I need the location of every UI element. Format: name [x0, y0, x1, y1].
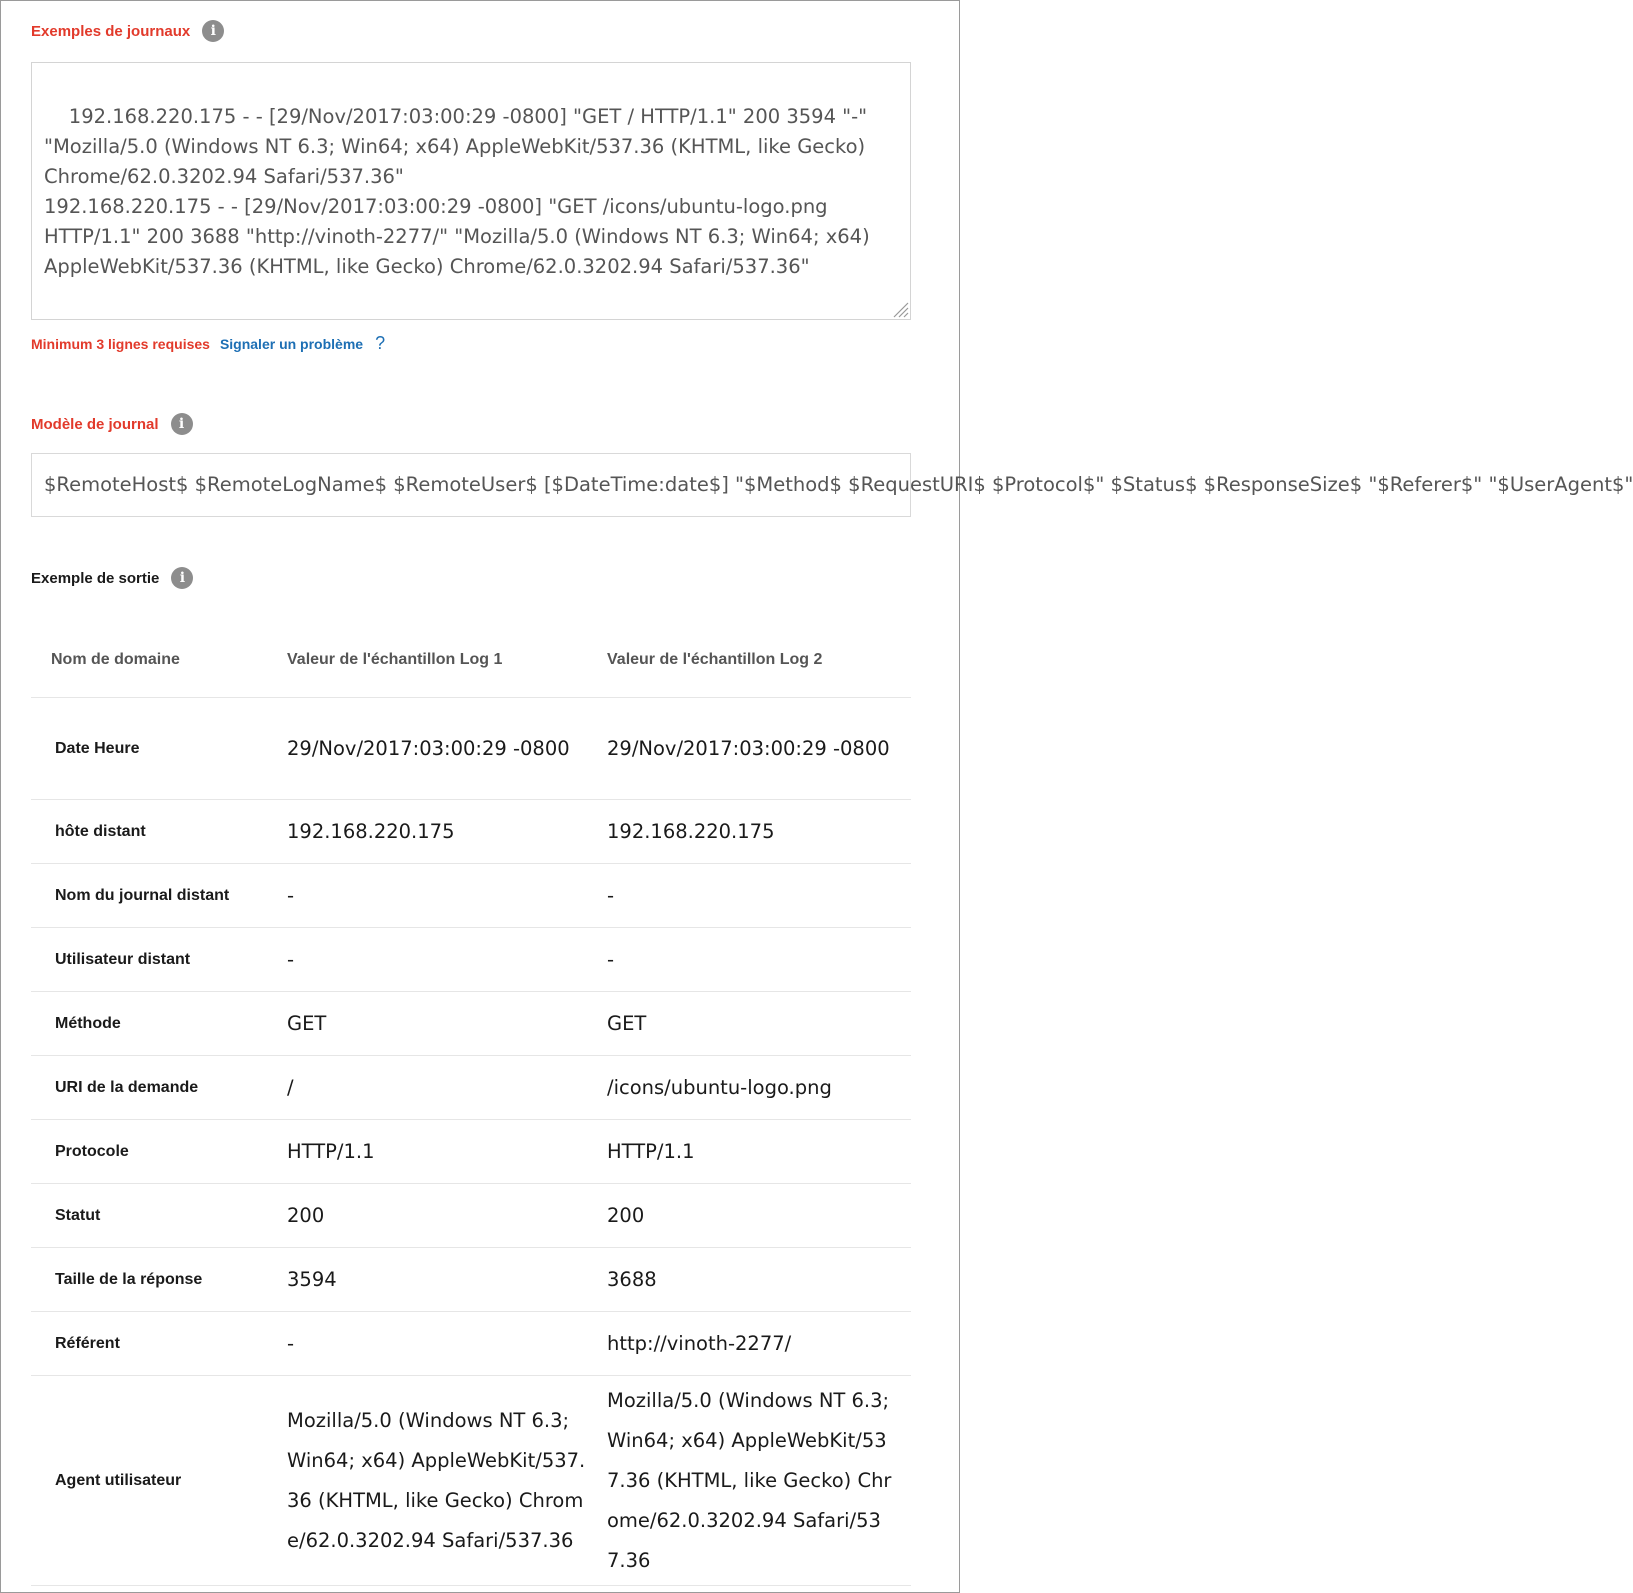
table-row: [31, 1248, 911, 1312]
log1-value-cell: /: [287, 1056, 607, 1120]
field-name-cell: Date Heure: [31, 698, 287, 800]
info-icon[interactable]: i: [202, 20, 224, 42]
log2-value-cell: -: [607, 864, 911, 928]
sample-output-title: Exemple de sortie: [31, 569, 160, 587]
info-icon[interactable]: i: [171, 413, 193, 435]
table-row: [31, 928, 911, 992]
sample-logs-textarea[interactable]: [31, 62, 911, 320]
log1-value-cell: 3594: [287, 1248, 607, 1312]
sample-logs-text: 192.168.220.175 - - [29/Nov/2017:03:00:29 -0800] "GET / HTTP/1.1" 200 3594 "-" "Mozilla/5.0 (Windows NT 6.3; Win64; x64) AppleWebKit/537.36 (KHTML, like Gecko) Chrome/62.0.3202.94 Safari/537.36" 192.168.220.175 - - [29/Nov/2017:03:00:29 -0800] "GET /icons/ubuntu-logo.png HTTP/1.1" 200 3688 "http://vinoth-2277/" "Mozilla/5.0 (Windows NT 6.3; Win64; x64) AppleWebKit/537.36 (KHTML, like Gecko) Chrome/62.0.3202.94 Safari/537.36": [44, 105, 870, 278]
column-header-log1: Valeur de l'échantillon Log 1: [287, 623, 607, 698]
log1-value-cell: -: [287, 928, 607, 992]
log1-value-cell: -: [287, 1312, 607, 1376]
log1-value-cell: GET: [287, 992, 607, 1056]
field-name-cell: Statut: [31, 1184, 287, 1248]
log2-value-cell: HTTP/1.1: [607, 1120, 911, 1184]
table-row: [31, 992, 911, 1056]
table-row: [31, 698, 911, 800]
table-row: [31, 1056, 911, 1120]
field-name-cell: Agent utilisateur: [31, 1376, 287, 1586]
log-pattern-title: Modèle de journal: [31, 415, 159, 433]
field-name-cell: Taille de la réponse: [31, 1248, 287, 1312]
info-icon[interactable]: i: [171, 567, 193, 589]
field-name-cell: hôte distant: [31, 800, 287, 864]
field-name-cell: URI de la demande: [31, 1056, 287, 1120]
log2-value-cell: Mozilla/5.0 (Windows NT 6.3; Win64; x64) AppleWebKit/537.36 (KHTML, like Gecko) Chrome/62.0.3202.94 Safari/537.36: [607, 1376, 911, 1586]
log-pattern-heading: [31, 413, 193, 435]
log2-value-cell: GET: [607, 992, 911, 1056]
log1-value-cell: 29/Nov/2017:03:00:29 -0800: [287, 698, 607, 800]
log2-value-cell: 192.168.220.175: [607, 800, 911, 864]
sample-logs-title: Exemples de journaux: [31, 22, 191, 40]
column-header-field-name: Nom de domaine: [31, 623, 287, 698]
field-name-cell: Méthode: [31, 992, 287, 1056]
table-header-row: [31, 623, 911, 698]
table-row: [31, 1184, 911, 1248]
log-parser-page: [1, 1, 1633, 1592]
field-name-cell: Utilisateur distant: [31, 928, 287, 992]
log2-value-cell: -: [607, 928, 911, 992]
field-name-cell: Protocole: [31, 1120, 287, 1184]
log1-value-cell: 192.168.220.175: [287, 800, 607, 864]
log2-value-cell: 200: [607, 1184, 911, 1248]
sample-hint-row: [31, 333, 385, 354]
log2-value-cell: /icons/ubuntu-logo.png: [607, 1056, 911, 1120]
help-icon[interactable]: ?: [375, 333, 386, 353]
log1-value-cell: -: [287, 864, 607, 928]
resize-grip-icon[interactable]: [889, 298, 909, 318]
log1-value-cell: Mozilla/5.0 (Windows NT 6.3; Win64; x64) AppleWebKit/537.36 (KHTML, like Gecko) Chrome/62.0.3202.94 Safari/537.36: [287, 1376, 607, 1586]
log2-value-cell: 29/Nov/2017:03:00:29 -0800: [607, 698, 911, 800]
column-header-log2: Valeur de l'échantillon Log 2: [607, 623, 911, 698]
sample-output-table: [31, 623, 911, 1586]
sample-logs-heading: [31, 20, 224, 42]
log1-value-cell: 200: [287, 1184, 607, 1248]
table-row: [31, 1120, 911, 1184]
table-row: [31, 800, 911, 864]
table-row: [31, 864, 911, 928]
log2-value-cell: http://vinoth-2277/: [607, 1312, 911, 1376]
log2-value-cell: 3688: [607, 1248, 911, 1312]
table-row: [31, 1376, 911, 1586]
table-row: [31, 1312, 911, 1376]
log-pattern-input[interactable]: $RemoteHost$ $RemoteLogName$ $RemoteUser$ [$DateTime:date$] "$Method$ $RequestURI$ $Protocol$" $Status$ $ResponseSize$ "$Referer$" "$UserAgent$": [31, 453, 911, 517]
report-problem-link[interactable]: Signaler un problème: [219, 335, 364, 352]
sample-output-heading: [31, 567, 193, 589]
field-name-cell: Référent: [31, 1312, 287, 1376]
min-lines-note: Minimum 3 lignes requises: [31, 335, 210, 352]
log1-value-cell: HTTP/1.1: [287, 1120, 607, 1184]
field-name-cell: Nom du journal distant: [31, 864, 287, 928]
